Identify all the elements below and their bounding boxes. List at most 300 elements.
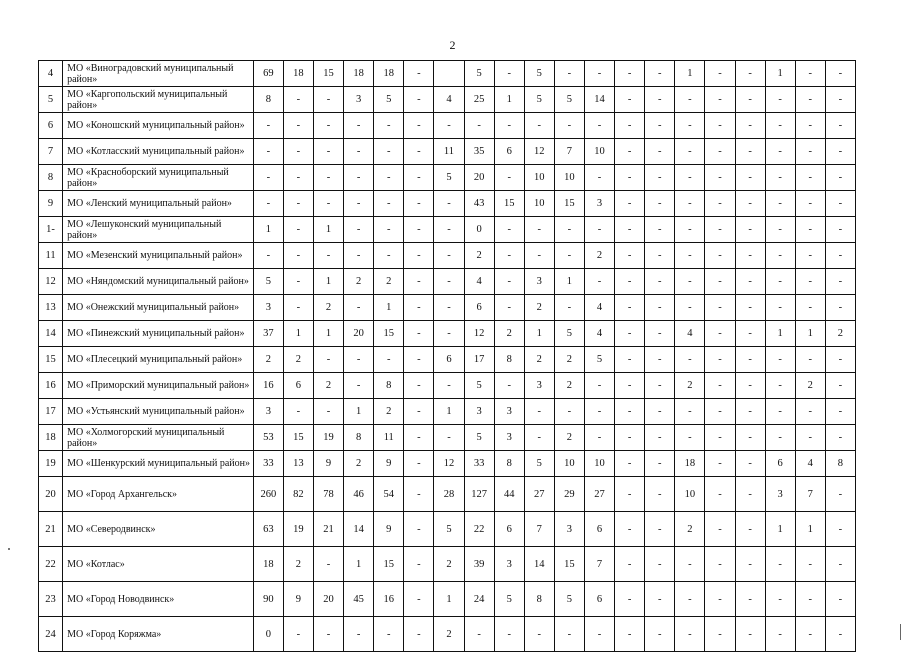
value-cell: 3 [554,512,584,547]
value-cell: 21 [313,512,343,547]
value-cell: - [765,425,795,451]
value-cell: - [374,243,404,269]
value-cell: - [735,617,765,652]
table-body [39,61,856,652]
value-cell: - [615,399,645,425]
value-cell: - [735,425,765,451]
value-cell: - [765,243,795,269]
value-cell: - [705,269,735,295]
value-cell: - [313,139,343,165]
value-cell: - [825,512,855,547]
value-cell: - [584,217,614,243]
value-cell: 1 [344,547,374,582]
value-cell: - [735,61,765,87]
value-cell: - [735,217,765,243]
value-cell: 1 [253,217,283,243]
value-cell: - [615,295,645,321]
value-cell: - [795,295,825,321]
value-cell: - [494,243,524,269]
value-cell: 5 [524,87,554,113]
municipality-name: МО «Пинежский муниципальный район» [63,321,254,347]
value-cell: - [705,582,735,617]
table-row [39,582,856,617]
value-cell: 69 [253,61,283,87]
table-row [39,451,856,477]
value-cell: 1 [313,269,343,295]
value-cell: - [584,373,614,399]
value-cell: - [765,113,795,139]
value-cell: - [735,451,765,477]
value-cell: 5 [494,582,524,617]
value-cell: - [344,139,374,165]
value-cell: 1 [795,512,825,547]
value-cell [434,61,464,87]
value-cell: 15 [283,425,313,451]
table-row [39,321,856,347]
value-cell: 10 [554,451,584,477]
value-cell: - [404,217,434,243]
value-cell: - [825,61,855,87]
value-cell: - [434,113,464,139]
value-cell: - [584,165,614,191]
value-cell: 16 [253,373,283,399]
value-cell: 2 [434,617,464,652]
value-cell: - [765,373,795,399]
value-cell: - [735,165,765,191]
value-cell: - [404,425,434,451]
value-cell: 2 [313,373,343,399]
value-cell: - [404,113,434,139]
value-cell: 5 [554,87,584,113]
value-cell: - [645,399,675,425]
value-cell: - [765,191,795,217]
value-cell: - [765,582,795,617]
value-cell: 0 [253,617,283,652]
value-cell: - [404,373,434,399]
value-cell: - [675,295,705,321]
value-cell: - [464,113,494,139]
value-cell: - [554,217,584,243]
value-cell: 1 [554,269,584,295]
value-cell: - [645,61,675,87]
value-cell: 1 [374,295,404,321]
value-cell: 6 [765,451,795,477]
value-cell: - [404,617,434,652]
value-cell: - [705,321,735,347]
value-cell: - [615,547,645,582]
value-cell: 3 [253,295,283,321]
value-cell: - [404,582,434,617]
value-cell: 13 [283,451,313,477]
value-cell: - [253,243,283,269]
value-cell: 1 [313,321,343,347]
scan-dot [8,548,10,550]
value-cell: 2 [554,373,584,399]
value-cell: - [404,87,434,113]
table-row [39,347,856,373]
value-cell: - [765,217,795,243]
value-cell: 19 [313,425,343,451]
value-cell: - [645,425,675,451]
value-cell: - [404,165,434,191]
value-cell: - [434,243,464,269]
value-cell: 7 [584,547,614,582]
municipality-name: МО «Красноборский муниципальный район» [63,165,254,191]
row-number: 4 [39,61,63,87]
value-cell: - [645,477,675,512]
value-cell: - [404,347,434,373]
value-cell: - [524,425,554,451]
value-cell: - [675,217,705,243]
value-cell: 2 [434,547,464,582]
value-cell: 3 [344,87,374,113]
value-cell: - [344,165,374,191]
value-cell: - [344,191,374,217]
value-cell: - [825,113,855,139]
value-cell: 15 [374,321,404,347]
municipality-name: МО «Холмогорский муниципальный район» [63,425,254,451]
value-cell: - [615,87,645,113]
value-cell: 1 [494,87,524,113]
value-cell: - [554,61,584,87]
municipality-name: МО «Устьянский муниципальный район» [63,399,254,425]
value-cell: 6 [584,512,614,547]
value-cell: - [494,61,524,87]
value-cell: - [645,617,675,652]
value-cell: 2 [313,295,343,321]
value-cell: - [825,477,855,512]
value-cell: 3 [494,399,524,425]
value-cell: - [313,191,343,217]
value-cell: 2 [494,321,524,347]
value-cell: 16 [374,582,404,617]
value-cell: 2 [825,321,855,347]
value-cell: - [554,617,584,652]
value-cell: 14 [524,547,554,582]
value-cell: 9 [374,451,404,477]
table-row [39,399,856,425]
table-row [39,617,856,652]
value-cell: - [615,425,645,451]
value-cell: 3 [584,191,614,217]
row-number: 17 [39,399,63,425]
value-cell: - [434,191,464,217]
value-cell: 27 [584,477,614,512]
value-cell: - [765,617,795,652]
value-cell: 8 [253,87,283,113]
value-cell: - [313,113,343,139]
value-cell: 10 [524,191,554,217]
value-cell: 4 [584,321,614,347]
row-number: 1- [39,217,63,243]
value-cell: - [675,87,705,113]
value-cell: - [524,399,554,425]
value-cell: 2 [283,547,313,582]
value-cell: 2 [795,373,825,399]
value-cell: - [705,373,735,399]
value-cell: 15 [494,191,524,217]
value-cell: 44 [494,477,524,512]
value-cell: 14 [344,512,374,547]
value-cell: 2 [554,425,584,451]
value-cell: - [825,547,855,582]
value-cell: - [735,295,765,321]
value-cell: - [615,582,645,617]
value-cell: 18 [374,61,404,87]
value-cell: - [765,139,795,165]
municipality-name: МО «Ленский муниципальный район» [63,191,254,217]
value-cell: - [404,139,434,165]
value-cell: - [795,217,825,243]
value-cell: 8 [494,347,524,373]
value-cell: 6 [494,512,524,547]
value-cell: 0 [464,217,494,243]
value-cell: 6 [434,347,464,373]
value-cell: 2 [344,451,374,477]
value-cell: - [404,269,434,295]
value-cell: - [705,139,735,165]
value-cell: 12 [524,139,554,165]
value-cell: - [705,477,735,512]
value-cell: 27 [524,477,554,512]
value-cell: 5 [584,347,614,373]
value-cell: - [645,165,675,191]
value-cell: 2 [283,347,313,373]
value-cell: - [464,617,494,652]
value-cell: 37 [253,321,283,347]
row-number: 24 [39,617,63,652]
value-cell: - [765,165,795,191]
value-cell: 8 [524,582,554,617]
value-cell: 1 [434,582,464,617]
value-cell: - [645,295,675,321]
value-cell: - [705,547,735,582]
value-cell: - [735,512,765,547]
value-cell: - [404,191,434,217]
row-number: 19 [39,451,63,477]
value-cell: - [615,139,645,165]
municipality-name: МО «Приморский муниципальный район» [63,373,254,399]
row-number: 12 [39,269,63,295]
value-cell: - [645,87,675,113]
value-cell: - [434,269,464,295]
value-cell: - [344,295,374,321]
value-cell: 5 [253,269,283,295]
value-cell: - [344,373,374,399]
value-cell: 46 [344,477,374,512]
value-cell: 18 [283,61,313,87]
row-number: 23 [39,582,63,617]
value-cell: 18 [253,547,283,582]
value-cell: 12 [464,321,494,347]
value-cell: - [283,217,313,243]
value-cell: - [795,347,825,373]
value-cell: 20 [344,321,374,347]
value-cell: - [765,269,795,295]
value-cell: 2 [374,269,404,295]
value-cell: - [795,243,825,269]
value-cell: - [253,165,283,191]
value-cell: - [313,547,343,582]
value-cell: - [344,113,374,139]
value-cell: - [524,243,554,269]
value-cell: - [705,451,735,477]
table-row [39,191,856,217]
value-cell: - [825,347,855,373]
value-cell: - [795,399,825,425]
value-cell: - [344,217,374,243]
table-row [39,113,856,139]
value-cell: - [645,191,675,217]
value-cell: - [374,217,404,243]
value-cell: - [283,139,313,165]
value-cell: 8 [494,451,524,477]
value-cell: - [494,617,524,652]
value-cell: 29 [554,477,584,512]
value-cell: 1 [765,61,795,87]
row-number: 20 [39,477,63,512]
value-cell: 5 [434,165,464,191]
value-cell: - [313,347,343,373]
value-cell: - [615,191,645,217]
value-cell: 2 [675,373,705,399]
value-cell: - [554,113,584,139]
value-cell: - [795,139,825,165]
value-cell: 5 [554,582,584,617]
value-cell: - [313,165,343,191]
value-cell: - [795,547,825,582]
value-cell: - [524,113,554,139]
value-cell: - [584,269,614,295]
value-cell: - [374,139,404,165]
municipality-name: МО «Няндомский муниципальный район» [63,269,254,295]
municipality-name: МО «Город Коряжма» [63,617,254,652]
value-cell: 43 [464,191,494,217]
value-cell: - [645,512,675,547]
value-cell: - [615,451,645,477]
value-cell: - [645,243,675,269]
value-cell: - [313,617,343,652]
value-cell: - [795,61,825,87]
value-cell: - [404,295,434,321]
value-cell: 4 [795,451,825,477]
value-cell: - [494,217,524,243]
value-cell: - [283,87,313,113]
value-cell: 3 [253,399,283,425]
value-cell: - [313,243,343,269]
value-cell: 20 [464,165,494,191]
value-cell: 15 [374,547,404,582]
value-cell: - [675,139,705,165]
value-cell: 3 [464,399,494,425]
municipality-name: МО «Виноградовский муниципальный район» [63,61,254,87]
value-cell: - [253,139,283,165]
value-cell: - [645,321,675,347]
value-cell: - [645,113,675,139]
value-cell: 1 [765,321,795,347]
value-cell: 2 [374,399,404,425]
value-cell: - [705,217,735,243]
value-cell: 18 [344,61,374,87]
value-cell: - [675,269,705,295]
value-cell: 4 [434,87,464,113]
value-cell: - [765,87,795,113]
value-cell: - [374,113,404,139]
municipality-name: МО «Шенкурский муниципальный район» [63,451,254,477]
municipality-name: МО «Город Новодвинск» [63,582,254,617]
value-cell: 4 [584,295,614,321]
row-number: 14 [39,321,63,347]
value-cell: 6 [464,295,494,321]
value-cell: - [584,113,614,139]
value-cell: - [765,547,795,582]
value-cell: 90 [253,582,283,617]
value-cell: 10 [554,165,584,191]
value-cell: - [434,373,464,399]
value-cell: - [735,321,765,347]
value-cell: 15 [554,191,584,217]
value-cell: 2 [675,512,705,547]
municipality-name: МО «Северодвинск» [63,512,254,547]
value-cell: - [795,87,825,113]
value-cell: 10 [584,451,614,477]
value-cell: 33 [464,451,494,477]
value-cell: 2 [253,347,283,373]
value-cell: - [705,425,735,451]
value-cell: - [404,321,434,347]
value-cell: 6 [494,139,524,165]
table-row [39,87,856,113]
municipality-name: МО «Плесецкий муниципальный район» [63,347,254,373]
value-cell: - [283,165,313,191]
value-cell: - [765,399,795,425]
value-cell: - [645,217,675,243]
value-cell: - [795,617,825,652]
value-cell: 11 [374,425,404,451]
value-cell: - [615,113,645,139]
value-cell: - [404,399,434,425]
page-number: 2 [449,38,456,52]
value-cell: - [675,243,705,269]
row-number: 11 [39,243,63,269]
value-cell: 2 [344,269,374,295]
value-cell: 8 [344,425,374,451]
value-cell: - [374,347,404,373]
value-cell: - [645,373,675,399]
value-cell: - [645,269,675,295]
value-cell: - [705,113,735,139]
value-cell: - [344,243,374,269]
value-cell: - [825,269,855,295]
value-cell: - [524,217,554,243]
value-cell: 1 [283,321,313,347]
value-cell: - [434,321,464,347]
value-cell: 8 [825,451,855,477]
value-cell: - [584,399,614,425]
row-number: 18 [39,425,63,451]
value-cell: 5 [524,451,554,477]
value-cell: 10 [675,477,705,512]
table-row [39,425,856,451]
value-cell: 82 [283,477,313,512]
value-cell: - [735,547,765,582]
value-cell: - [825,165,855,191]
table-row [39,243,856,269]
value-cell: 8 [374,373,404,399]
value-cell: - [735,347,765,373]
value-cell: 7 [795,477,825,512]
value-cell: - [645,451,675,477]
